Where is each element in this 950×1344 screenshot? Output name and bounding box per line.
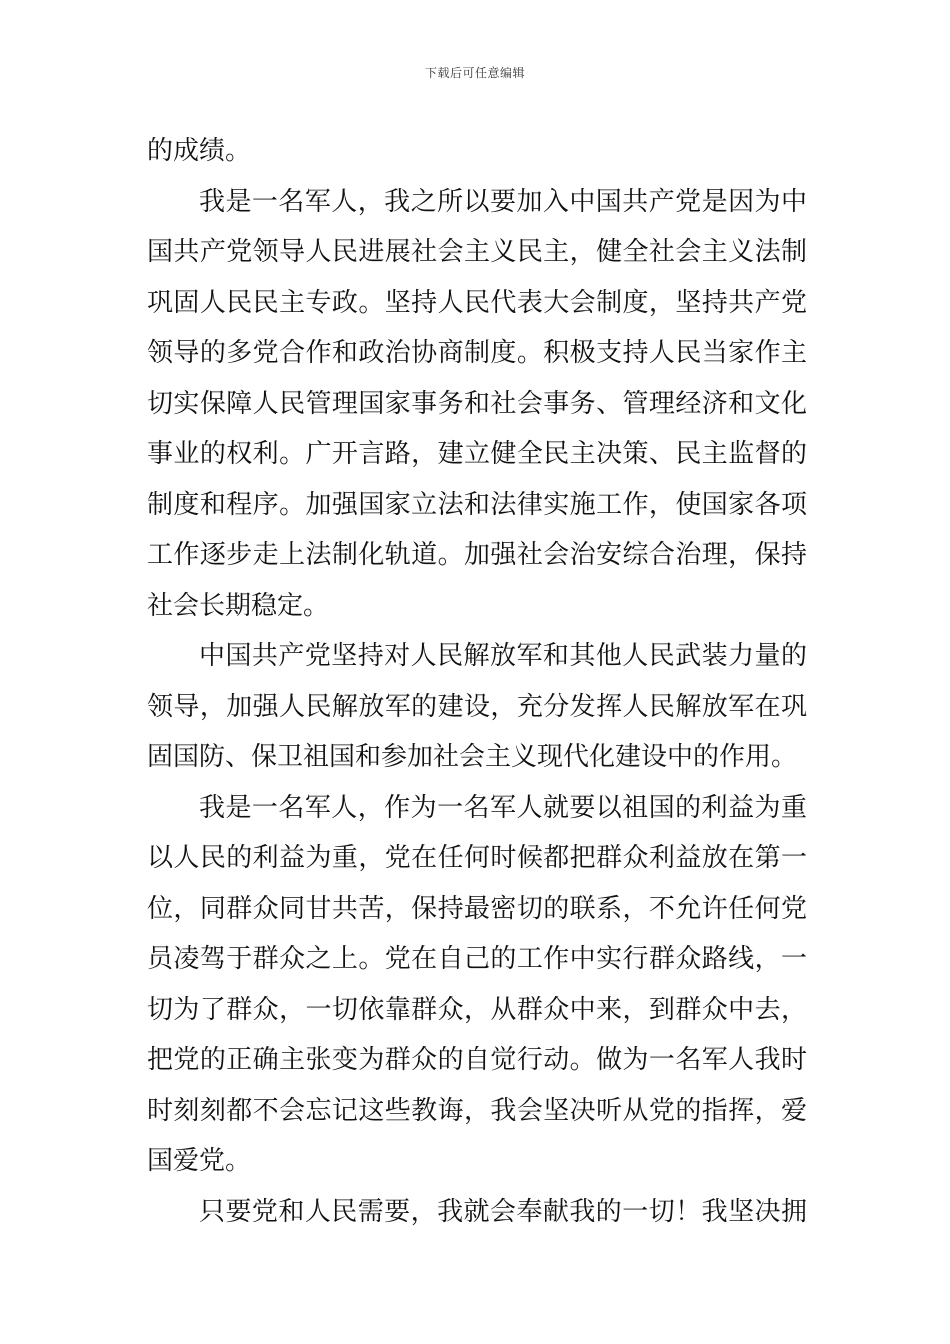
text-line: 时刻刻都不会忘记这些教诲，我会坚决听从党的指挥，爱 [147, 1095, 807, 1126]
text-line: 的成绩。 [147, 136, 252, 166]
text-line: 事业的权利。广开言路，建立健全民主决策、民主监督的 [147, 439, 807, 469]
text-line: 我是一名军人，我之所以要加入中国共产党是因为中 [199, 186, 807, 217]
page-header: 下载后可任意编辑 [424, 66, 525, 80]
document-body [147, 126, 807, 1237]
text-line: 中国共产党坚持对人民解放军和其他人民武装力量的 [199, 641, 807, 671]
text-line: 把党的正确主张变为群众的自觉行动。做为一名军人我时 [147, 1045, 807, 1075]
text-line: 社会长期稳定。 [147, 590, 330, 621]
text-line: 制度和程序。加强国家立法和法律实施工作，使国家各项 [147, 489, 807, 520]
text-line: 只要党和人民需要，我就会奉献我的一切！我坚决拥 [199, 1196, 807, 1227]
text-line: 工作逐步走上法制化轨道。加强社会治安综合治理，保持 [147, 540, 807, 570]
text-line: 国爱党。 [147, 1146, 252, 1176]
text-line: 以人民的利益为重，党在任何时候都把群众利益放在第一 [147, 843, 807, 873]
text-line: 位，同群众同甘共苦，保持最密切的联系，不允许任何党 [147, 893, 807, 924]
text-line: 切实保障人民管理国家事务和社会事务、管理经济和文化 [147, 388, 807, 419]
text-line: 切为了群众，一切依靠群众，从群众中来，到群众中去， [147, 994, 807, 1025]
text-line: 员凌驾于群众之上。党在自己的工作中实行群众路线，一 [147, 944, 807, 974]
text-line: 领导，加强人民解放军的建设，充分发挥人民解放军在巩 [147, 691, 807, 722]
text-line: 固国防、保卫祖国和参加社会主义现代化建设中的作用。 [147, 742, 798, 772]
text-line: 巩固人民民主专政。坚持人民代表大会制度，坚持共产党 [147, 287, 807, 318]
text-line: 我是一名军人，作为一名军人就要以祖国的利益为重 [199, 792, 807, 823]
text-line: 领导的多党合作和政治协商制度。积极支持人民当家作主 [147, 338, 807, 368]
text-line: 国共产党领导人民进展社会主义民主，健全社会主义法制 [147, 237, 807, 267]
